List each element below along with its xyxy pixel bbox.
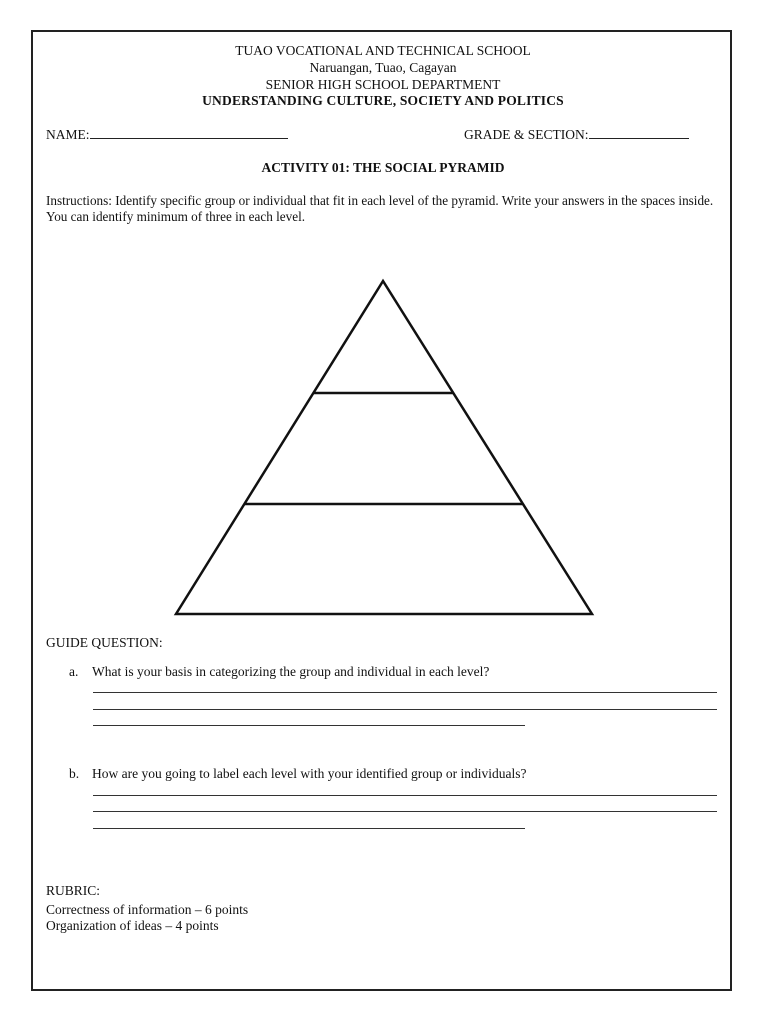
question-a bbox=[69, 664, 489, 680]
answer-a-line-3[interactable] bbox=[93, 725, 525, 726]
subject-title: UNDERSTANDING CULTURE, SOCIETY AND POLITICS bbox=[202, 93, 564, 108]
question-a-text: What is your basis in categorizing the group and individual in each level? bbox=[92, 664, 490, 679]
guide-question-label: GUIDE QUESTION: bbox=[46, 635, 163, 650]
answer-a-line-1[interactable] bbox=[93, 692, 717, 693]
department-name: SENIOR HIGH SCHOOL DEPARTMENT bbox=[265, 77, 501, 92]
school-name: TUAO VOCATIONAL AND TECHNICAL SCHOOL bbox=[235, 43, 531, 58]
rubric-item: Organization of ideas – 4 points bbox=[46, 918, 219, 933]
rubric-item: Correctness of information – 6 points bbox=[46, 902, 249, 917]
answer-a-line-2[interactable] bbox=[93, 709, 717, 710]
question-a-letter: a. bbox=[69, 664, 79, 679]
social-pyramid-diagram bbox=[170, 275, 600, 620]
activity-title: ACTIVITY 01: THE SOCIAL PYRAMID bbox=[261, 160, 505, 175]
grade-section-label: GRADE & SECTION: bbox=[464, 127, 589, 142]
question-b-letter: b. bbox=[69, 766, 80, 781]
name-field bbox=[46, 126, 288, 143]
name-blank[interactable] bbox=[90, 126, 288, 139]
pyramid-outline bbox=[176, 281, 592, 614]
grade-section-field bbox=[464, 126, 689, 143]
grade-section-blank[interactable] bbox=[589, 126, 689, 139]
answer-b-line-2[interactable] bbox=[93, 811, 717, 812]
instructions-text: Instructions: Identify specific group or individual that fit in each level of the pyramid. Write your answers in the spaces inside. You can identify minimum of three in each level. bbox=[46, 193, 714, 224]
question-b bbox=[69, 766, 527, 782]
school-address: Naruangan, Tuao, Cagayan bbox=[309, 60, 457, 75]
answer-b-line-3[interactable] bbox=[93, 828, 525, 829]
name-label: NAME: bbox=[46, 127, 90, 142]
rubric-title: RUBRIC: bbox=[46, 883, 101, 898]
answer-b-line-1[interactable] bbox=[93, 795, 717, 796]
question-b-text: How are you going to label each level with your identified group or individuals? bbox=[92, 766, 527, 781]
